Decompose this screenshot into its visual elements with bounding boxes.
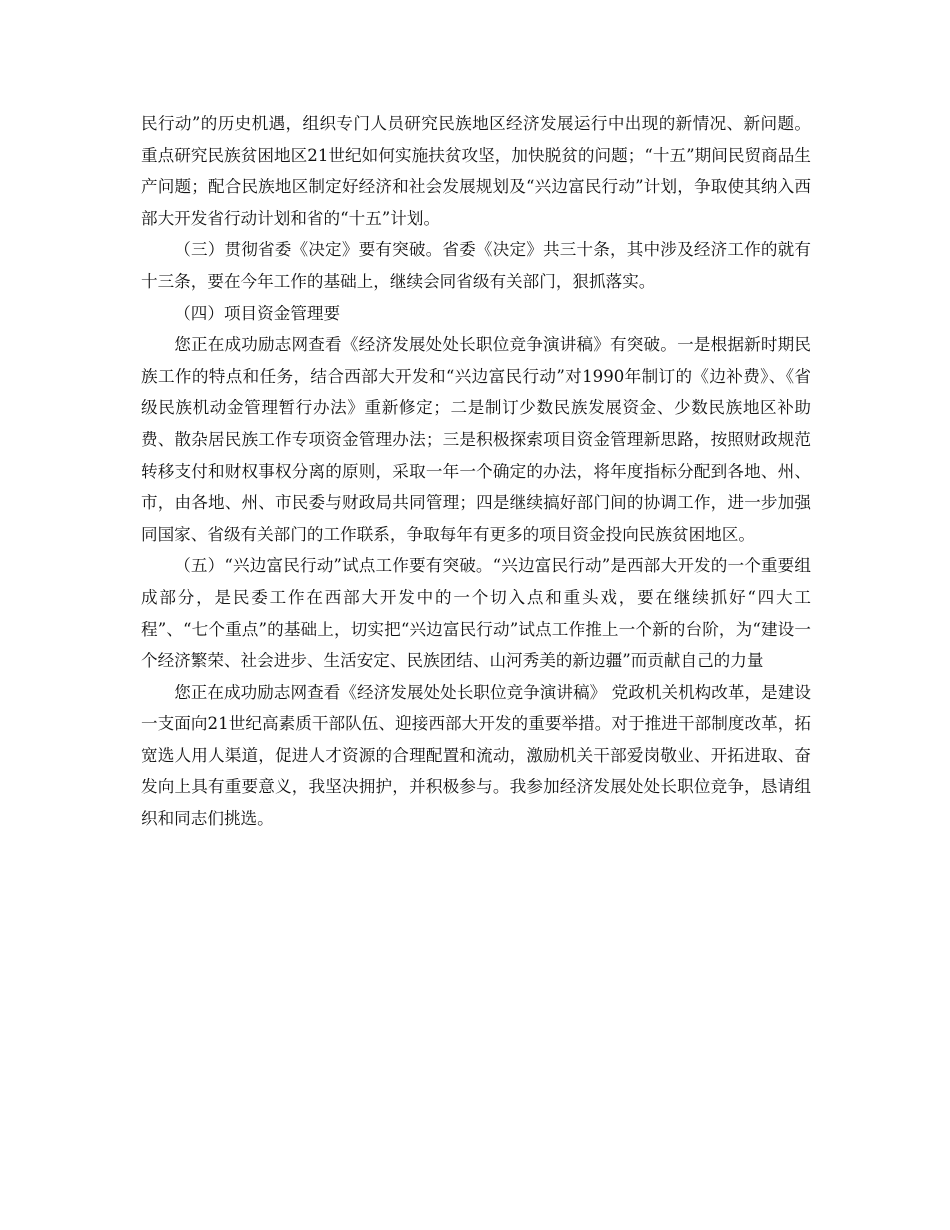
paragraph-continuation: 民行动”的历史机遇，组织专门人员研究民族地区经济发展运行中出现的新情况、新问题。重点研究民族贫困地区21世纪如何实施扶贫攻坚，加快脱贫的问题；“十五”期间民贸商品生产问题；配合民族地区制定好经济和社会发展规划及“兴边富民行动”计划，争取使其纳入西部大开发省行动计划和省的“十五”计划。 — [141, 114, 811, 228]
paragraph-closing: 您正在成功励志网查看《经济发展处处长职位竞争演讲稿》 党政机关机构改革，是建设一支面向21世纪高素质干部队伍、迎接西部大开发的重要举措。对于推进干部制度改革，拓宽选人用人渠道，促进人才资源的合理配置和流动，激励机关干部爱岗敬业、开拓进取、奋发向上具有重要意义，我坚决拥护，并积极参与。我参加经济发展处处长职位竞争，恳请组织和同志们挑选。 — [141, 682, 811, 829]
paragraph-section-5: （五）“兴边富民行动”试点工作要有突破。“兴边富民行动”是西部大开发的一个重要组成部分，是民委工作在西部大开发中的一个切入点和重头戏，要在继续抓好“四大工程”、“七个重点”的基础上，切实把“兴边富民行动”试点工作推上一个新的台阶，为“建设一个经济繁荣、社会进步、生活安定、民族团结、山河秀美的新边疆”而贡献自己的力量 — [141, 556, 811, 671]
document-body — [141, 108, 811, 835]
paragraph-section-4-body: 您正在成功励志网查看《经济发展处处长职位竞争演讲稿》有突破。一是根据新时期民族工作的特点和任务，结合西部大开发和“兴边富民行动”对1990年制订的《边补费》、《省级民族机动金管理暂行办法》重新修定；二是制订少数民族发展资金、少数民族地区补助费、散杂居民族工作专项资金管理办法；三是积极探索项目资金管理新思路，按照财政规范转移支付和财权事权分离的原则，采取一年一个确定的办法，将年度指标分配到各地、州、市，由各地、州、市民委与财政局共同管理；四是继续搞好部门间的协调工作，进一步加强同国家、省级有关部门的工作联系，争取每年有更多的项目资金投向民族贫困地区。 — [141, 335, 811, 544]
paragraph-section-4-heading: （四）项目资金管理要 — [174, 303, 341, 323]
paragraph-section-3: （三）贯彻省委《决定》要有突破。省委《决定》共三十条，其中涉及经济工作的就有十三条，要在今年工作的基础上，继续会同省级有关部门，狠抓落实。 — [141, 240, 811, 291]
